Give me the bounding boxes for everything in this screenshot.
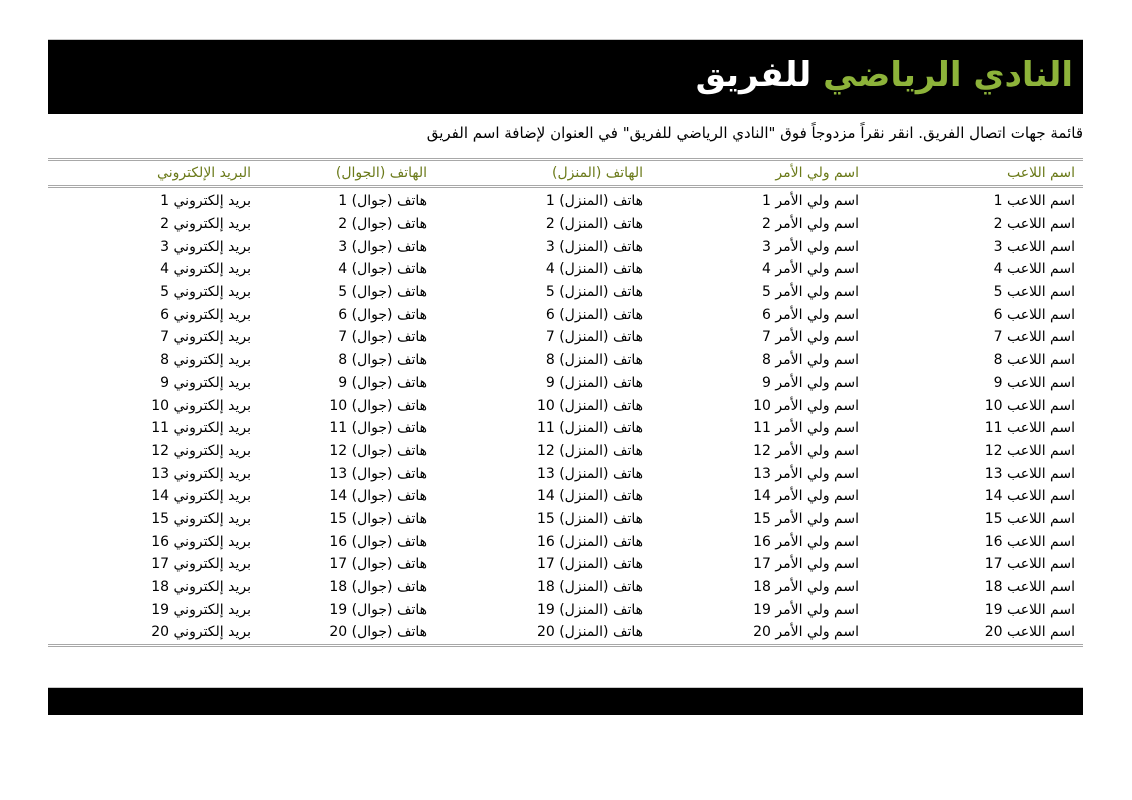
cell-guardian-name[interactable]: اسم ولي الأمر 13: [753, 465, 859, 482]
cell-player-name[interactable]: اسم اللاعب 14: [984, 488, 1075, 505]
cell-player-name[interactable]: اسم اللاعب 4: [993, 261, 1075, 278]
col-email[interactable]: البريد الإلكتروني: [48, 160, 259, 187]
cell-guardian-name[interactable]: اسم ولي الأمر 17: [753, 556, 859, 573]
table-row: [48, 530, 1083, 553]
table-row: [48, 213, 1083, 236]
table-row: [48, 485, 1083, 508]
cell-home-phone[interactable]: هاتف (المنزل) 19: [536, 601, 643, 618]
cell-player-name[interactable]: اسم اللاعب 1: [993, 193, 1075, 210]
table-row: [48, 621, 1083, 645]
col-guardian-name[interactable]: اسم ولي الأمر: [651, 160, 867, 187]
cell-mobile-phone[interactable]: هاتف (جوال) 16: [329, 533, 427, 550]
cell-home-phone[interactable]: هاتف (المنزل) 7: [545, 329, 643, 346]
cell-mobile-phone[interactable]: هاتف (جوال) 9: [338, 374, 427, 391]
cell-guardian-name[interactable]: اسم ولي الأمر 18: [753, 579, 859, 596]
cell-email[interactable]: بريد إلكتروني 18: [151, 579, 251, 596]
cell-mobile-phone[interactable]: هاتف (جوال) 19: [329, 601, 427, 618]
cell-guardian-name[interactable]: اسم ولي الأمر 3: [761, 238, 859, 255]
cell-player-name[interactable]: اسم اللاعب 9: [993, 374, 1075, 391]
table-row: [48, 326, 1083, 349]
title-club: النادي الرياضي: [823, 55, 1073, 95]
cell-player-name[interactable]: اسم اللاعب 19: [984, 601, 1075, 618]
table-row: [48, 598, 1083, 621]
cell-home-phone[interactable]: هاتف (المنزل) 14: [536, 488, 643, 505]
cell-player-name[interactable]: اسم اللاعب 18: [984, 579, 1075, 596]
footer-banner: [48, 687, 1083, 715]
cell-email[interactable]: بريد إلكتروني 17: [151, 556, 251, 573]
cell-guardian-name[interactable]: اسم ولي الأمر 6: [761, 306, 859, 323]
cell-guardian-name[interactable]: اسم ولي الأمر 19: [753, 601, 859, 618]
cell-email[interactable]: بريد إلكتروني 2: [160, 216, 251, 233]
cell-home-phone[interactable]: هاتف (المنزل) 17: [536, 556, 643, 573]
cell-guardian-name[interactable]: اسم ولي الأمر 8: [761, 352, 859, 369]
cell-guardian-name[interactable]: اسم ولي الأمر 16: [753, 533, 859, 550]
table-row: [48, 303, 1083, 326]
cell-mobile-phone[interactable]: هاتف (جوال) 18: [329, 579, 427, 596]
cell-guardian-name[interactable]: اسم ولي الأمر 14: [753, 488, 859, 505]
cell-email[interactable]: بريد إلكتروني 14: [151, 488, 251, 505]
cell-home-phone[interactable]: هاتف (المنزل) 16: [536, 533, 643, 550]
cell-guardian-name[interactable]: اسم ولي الأمر 11: [753, 420, 859, 437]
cell-home-phone[interactable]: هاتف (المنزل) 2: [545, 216, 643, 233]
cell-player-name[interactable]: اسم اللاعب 5: [993, 284, 1075, 301]
cell-home-phone[interactable]: هاتف (المنزل) 9: [545, 374, 643, 391]
cell-mobile-phone[interactable]: هاتف (جوال) 8: [338, 352, 427, 369]
cell-mobile-phone[interactable]: هاتف (جوال) 17: [329, 556, 427, 573]
cell-mobile-phone[interactable]: هاتف (جوال) 15: [329, 510, 427, 527]
cell-home-phone[interactable]: هاتف (المنزل) 12: [536, 442, 643, 459]
cell-email[interactable]: بريد إلكتروني 10: [151, 397, 251, 414]
table-row: [48, 440, 1083, 463]
cell-email[interactable]: بريد إلكتروني 20: [48, 621, 259, 645]
cell-email[interactable]: بريد إلكتروني 4: [160, 261, 251, 278]
cell-mobile-phone[interactable]: هاتف (جوال) 5: [338, 284, 427, 301]
cell-guardian-name[interactable]: اسم ولي الأمر 10: [753, 397, 859, 414]
cell-mobile-phone[interactable]: هاتف (جوال) 10: [329, 397, 427, 414]
cell-guardian-name[interactable]: اسم ولي الأمر 20: [651, 621, 867, 645]
cell-home-phone[interactable]: هاتف (المنزل) 13: [536, 465, 643, 482]
cell-email[interactable]: بريد إلكتروني 8: [160, 352, 251, 369]
cell-mobile-phone[interactable]: هاتف (جوال) 4: [338, 261, 427, 278]
cell-home-phone[interactable]: هاتف (المنزل) 8: [545, 352, 643, 369]
cell-email[interactable]: بريد إلكتروني 5: [160, 284, 251, 301]
cell-email[interactable]: بريد إلكتروني 6: [160, 306, 251, 323]
instructions-text: قائمة جهات اتصال الفريق. انقر نقراً مزدوجاً فوق "النادي الرياضي للفريق" في العنوان لإضافة اسم الفريق: [426, 124, 1083, 142]
cell-mobile-phone[interactable]: هاتف (جوال) 11: [329, 420, 427, 437]
cell-home-phone[interactable]: هاتف (المنزل) 6: [545, 306, 643, 323]
table-row: [48, 349, 1083, 372]
cell-player-name[interactable]: اسم اللاعب 13: [984, 465, 1075, 482]
table-row: [48, 258, 1083, 281]
cell-mobile-phone[interactable]: هاتف (جوال) 12: [329, 442, 427, 459]
cell-player-name[interactable]: اسم اللاعب 6: [993, 306, 1075, 323]
table-row: [48, 508, 1083, 531]
table-row: [48, 394, 1083, 417]
cell-home-phone[interactable]: هاتف (المنزل) 15: [536, 510, 643, 527]
title-team: للفريق: [695, 55, 812, 95]
cell-mobile-phone[interactable]: هاتف (جوال) 20: [259, 621, 435, 645]
cell-guardian-name[interactable]: اسم ولي الأمر 4: [761, 261, 859, 278]
cell-player-name[interactable]: اسم اللاعب 2: [993, 216, 1075, 233]
cell-mobile-phone[interactable]: هاتف (جوال) 3: [338, 238, 427, 255]
cell-mobile-phone[interactable]: هاتف (جوال) 6: [338, 306, 427, 323]
cell-email[interactable]: بريد إلكتروني 7: [160, 329, 251, 346]
cell-guardian-name[interactable]: اسم ولي الأمر 9: [761, 374, 859, 391]
cell-player-name[interactable]: اسم اللاعب 17: [984, 556, 1075, 573]
cell-home-phone[interactable]: هاتف (المنزل) 18: [536, 579, 643, 596]
table-row: [48, 576, 1083, 599]
cell-player-name[interactable]: اسم اللاعب 11: [984, 420, 1075, 437]
cell-player-name[interactable]: اسم اللاعب 10: [984, 397, 1075, 414]
cell-email[interactable]: بريد إلكتروني 12: [151, 442, 251, 459]
cell-mobile-phone[interactable]: هاتف (جوال) 2: [338, 216, 427, 233]
cell-home-phone[interactable]: هاتف (المنزل) 20: [435, 621, 651, 645]
contacts-table: [48, 158, 1083, 647]
contacts-table-container: [48, 158, 1083, 647]
cell-guardian-name[interactable]: اسم ولي الأمر 12: [753, 442, 859, 459]
cell-home-phone[interactable]: هاتف (المنزل) 4: [545, 261, 643, 278]
cell-home-phone[interactable]: هاتف (المنزل) 3: [545, 238, 643, 255]
cell-home-phone[interactable]: هاتف (المنزل) 10: [536, 397, 643, 414]
cell-player-name[interactable]: اسم اللاعب 20: [867, 621, 1083, 645]
cell-email[interactable]: بريد إلكتروني 15: [151, 510, 251, 527]
col-home-phone[interactable]: الهاتف (المنزل): [435, 160, 651, 187]
table-header-row: [48, 160, 1083, 187]
cell-home-phone[interactable]: هاتف (المنزل) 11: [536, 420, 643, 437]
cell-home-phone[interactable]: هاتف (المنزل) 1: [545, 193, 643, 210]
cell-mobile-phone[interactable]: هاتف (جوال) 7: [338, 329, 427, 346]
cell-guardian-name[interactable]: اسم ولي الأمر 5: [761, 284, 859, 301]
cell-mobile-phone[interactable]: هاتف (جوال) 14: [329, 488, 427, 505]
cell-player-name[interactable]: اسم اللاعب 8: [993, 352, 1075, 369]
cell-email[interactable]: بريد إلكتروني 19: [151, 601, 251, 618]
cell-guardian-name[interactable]: اسم ولي الأمر 2: [761, 216, 859, 233]
table-row: [48, 462, 1083, 485]
cell-player-name[interactable]: اسم اللاعب 12: [984, 442, 1075, 459]
cell-email[interactable]: بريد إلكتروني 16: [151, 533, 251, 550]
page-title[interactable]: [696, 52, 1073, 98]
cell-mobile-phone[interactable]: هاتف (جوال) 13: [329, 465, 427, 482]
cell-email[interactable]: بريد إلكتروني 3: [160, 238, 251, 255]
header-banner: [48, 39, 1083, 114]
cell-player-name[interactable]: اسم اللاعب 15: [984, 510, 1075, 527]
table-row: [48, 235, 1083, 258]
cell-mobile-phone[interactable]: هاتف (جوال) 1: [338, 193, 427, 210]
cell-guardian-name[interactable]: اسم ولي الأمر 1: [761, 193, 859, 210]
cell-home-phone[interactable]: هاتف (المنزل) 5: [545, 284, 643, 301]
cell-email[interactable]: بريد إلكتروني 11: [151, 420, 251, 437]
cell-player-name[interactable]: اسم اللاعب 16: [984, 533, 1075, 550]
table-row: [48, 553, 1083, 576]
table-row: [48, 372, 1083, 395]
col-player-name[interactable]: اسم اللاعب: [867, 160, 1083, 187]
cell-player-name[interactable]: اسم اللاعب 7: [993, 329, 1075, 346]
cell-email[interactable]: بريد إلكتروني 9: [160, 374, 251, 391]
cell-guardian-name[interactable]: اسم ولي الأمر 15: [753, 510, 859, 527]
cell-player-name[interactable]: اسم اللاعب 3: [993, 238, 1075, 255]
table-row: [48, 417, 1083, 440]
cell-email[interactable]: بريد إلكتروني 13: [151, 465, 251, 482]
cell-guardian-name[interactable]: اسم ولي الأمر 7: [761, 329, 859, 346]
table-row: [48, 187, 1083, 213]
col-mobile-phone[interactable]: الهاتف (الجوال): [259, 160, 435, 187]
cell-email[interactable]: بريد إلكتروني 1: [160, 193, 251, 210]
table-row: [48, 281, 1083, 304]
